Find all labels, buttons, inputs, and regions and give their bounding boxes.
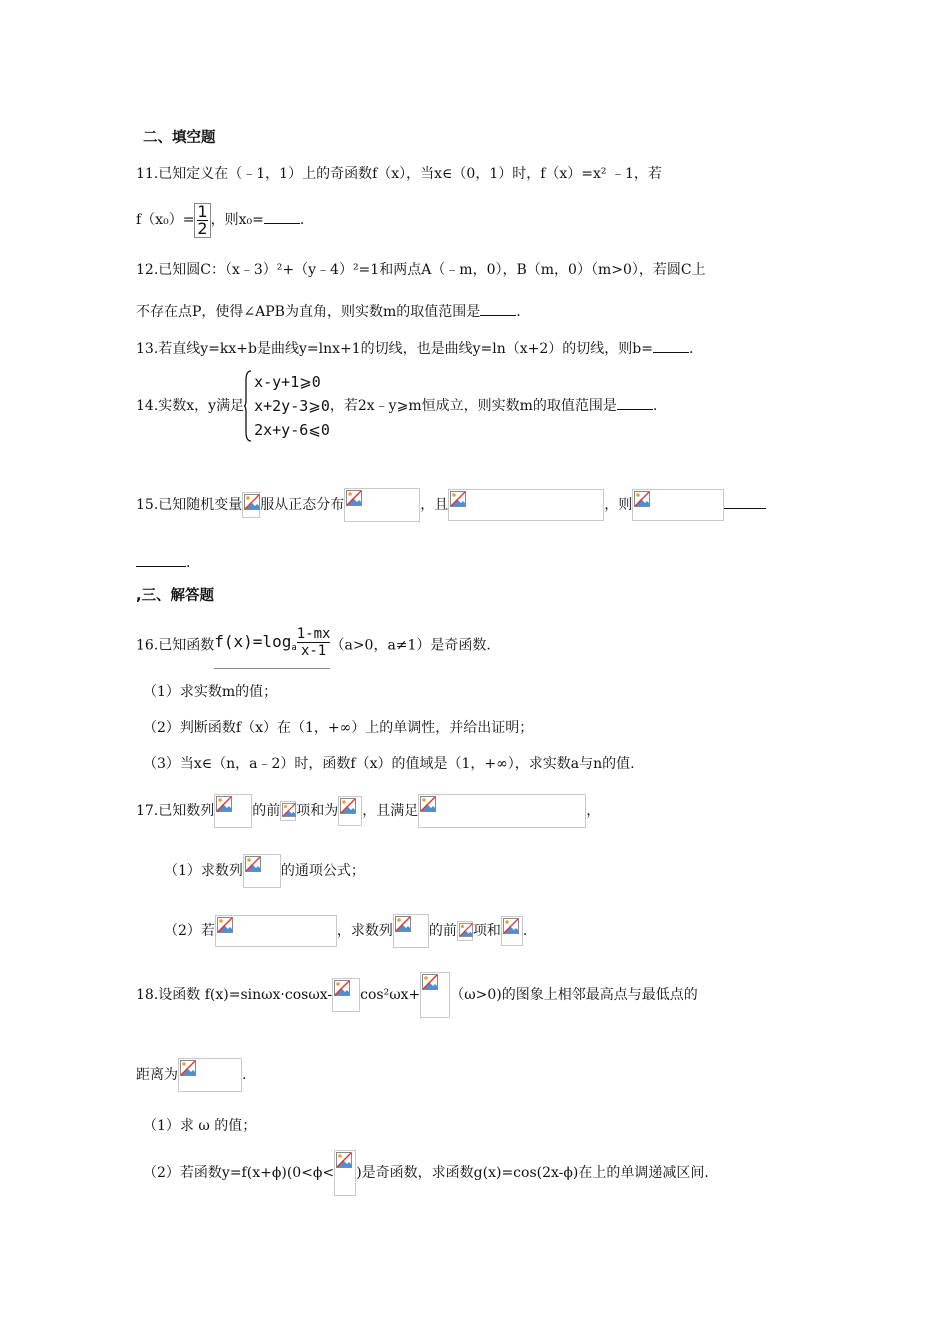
q17-p2-mid3: 项和 <box>472 923 501 939</box>
q17-p2-end: . <box>522 923 528 939</box>
q16-part2: （2）判断函数f（x）在（1，+∞）上的单调性，并给出证明； <box>143 720 534 736</box>
q17-mid1: 的前 <box>252 803 281 819</box>
q12-end: . <box>516 304 521 320</box>
q16-post: （a>0，a≠1）是奇函数. <box>330 637 491 654</box>
q11-line2-pre: f（x₀）= <box>136 212 195 228</box>
q16-func-fraction <box>297 626 331 659</box>
q16-part1: （1）求实数m的值； <box>143 684 278 700</box>
q14-inequality-system <box>244 370 330 442</box>
q14-ineq-3: 2x+y-6⩽0 <box>254 421 330 439</box>
q17-pre: 17.已知数列 <box>136 803 215 819</box>
q15-pre: 15.已知随机变量 <box>136 497 243 513</box>
q11-line2 <box>136 200 304 240</box>
q15-answer-blank[interactable] <box>724 494 766 509</box>
q18-p2-pre: （2）若函数y=f(x+ϕ)(0<ϕ< <box>143 1165 335 1181</box>
q17-part1 <box>164 854 365 890</box>
broken-image-icon <box>242 492 260 518</box>
q14-ineq-1: x-y+1⩾0 <box>254 373 321 391</box>
q14-answer-blank[interactable] <box>617 395 653 410</box>
q13-end: . <box>689 341 694 357</box>
q12-line2-text: 不存在点P，使得∠APB为直角，则实数m的取值范围是 <box>136 304 481 320</box>
q18-part1: （1）求 ω 的值； <box>143 1118 257 1134</box>
broken-image-icon <box>344 488 420 522</box>
q18-line2 <box>136 1058 246 1094</box>
q11-frac-den: 2 <box>197 218 208 238</box>
q15-mid2: ，且 <box>420 497 449 513</box>
q16-pre: 16.已知函数 <box>136 637 215 654</box>
q13-answer-blank[interactable] <box>653 338 689 353</box>
q17-p2-mid2: 的前 <box>428 923 457 939</box>
q11-line1: 11.已知定义在（﹣1，1）上的奇函数f（x），当x∈（0，1）时，f（x）=x² ﹣1，若 <box>136 166 662 182</box>
broken-image-icon <box>448 489 604 521</box>
q16-func-lhs: f(x)=log <box>214 632 292 651</box>
q18-post: （ω>0)的图象上相邻最高点与最低点的 <box>450 987 698 1003</box>
broken-image-icon <box>501 916 523 946</box>
q13-line <box>136 338 693 359</box>
broken-image-icon <box>457 921 473 941</box>
q15-end: . <box>186 555 191 571</box>
broken-image-icon <box>393 914 429 948</box>
q17-p2-mid1: ，求数列 <box>336 923 393 939</box>
q14-post: ，若2x﹣y⩾m恒成立，则实数m的取值范围是 <box>329 398 617 414</box>
q17-end: ， <box>586 803 601 819</box>
q17-part2 <box>164 914 527 950</box>
q11-fraction <box>194 203 210 238</box>
q17-line1 <box>136 794 600 830</box>
broken-image-icon <box>338 796 362 826</box>
q16-func-base: a <box>291 643 297 653</box>
q12-line1: 12.已知圆C：（x﹣3）²+（y﹣4）²=1和两点A（﹣m，0），B（m，0）（m>0），若圆C上 <box>136 262 706 278</box>
q17-mid3: ，且满足 <box>362 803 419 819</box>
q18-line1 <box>136 972 698 1020</box>
q17-p2-pre: （2）若 <box>164 923 215 939</box>
q16-part3: （3）当x∈（n，a﹣2）时，函数f（x）的值域是（1，+∞），求实数a与n的值. <box>143 756 635 772</box>
section-title-fill-blank: 二、填空题 <box>143 130 216 146</box>
q17-p1-post: 的通项公式； <box>280 863 365 879</box>
q15-line1 <box>136 488 766 522</box>
broken-image-icon <box>243 854 281 888</box>
q11-end: . <box>299 212 305 228</box>
broken-image-icon <box>214 794 252 828</box>
q17-p1-pre: （1）求数列 <box>164 863 243 879</box>
q16-line <box>136 622 491 664</box>
broken-image-icon <box>178 1058 242 1092</box>
q17-mid2: 项和为 <box>296 803 339 819</box>
brace-icon <box>244 370 252 442</box>
q18-line2-end: . <box>242 1067 247 1083</box>
q14-ineq-2: x+2y-3⩾0 <box>254 397 330 415</box>
broken-image-icon <box>418 794 586 828</box>
broken-image-icon <box>334 1150 356 1196</box>
q15-mid1: 服从正态分布 <box>260 497 345 513</box>
q15-line2 <box>136 552 190 573</box>
q14-end: . <box>652 398 658 414</box>
q18-part2 <box>143 1150 709 1198</box>
q18-pre: 18.设函数 f(x)=sinωx·cosωx- <box>136 987 333 1003</box>
q18-line2-pre: 距离为 <box>136 1067 178 1083</box>
broken-image-icon <box>420 972 450 1018</box>
section-title-answer: ,三、解答题 <box>136 588 215 604</box>
broken-image-icon <box>332 978 360 1012</box>
q13-text: 13.若直线y=kx+b是曲线y=lnx+1的切线，也是曲线y=ln（x+2）的切线，则b= <box>136 341 654 357</box>
q11-answer-blank[interactable] <box>264 209 300 224</box>
q14-pre: 14.实数x，y满足 <box>136 398 245 414</box>
q11-line2-post: ，则x₀= <box>210 212 264 228</box>
q12-answer-blank[interactable] <box>480 301 516 316</box>
q18-mid1: cos²ωx+ <box>360 987 421 1003</box>
q15-answer-blank-cont[interactable] <box>136 552 186 567</box>
q14-line <box>136 370 657 444</box>
broken-image-icon <box>632 489 724 521</box>
broken-image-icon <box>215 915 337 947</box>
q16-func-den: x-1 <box>300 643 327 659</box>
q15-mid3: ，则 <box>604 497 633 513</box>
q12-line2 <box>136 301 521 322</box>
q11-frac-num: 1 <box>197 201 208 221</box>
q16-func-num: 1-mx <box>296 626 331 642</box>
q16-function-formula <box>214 622 330 669</box>
broken-image-icon <box>280 801 296 821</box>
q18-p2-post: )是奇函数，求函数g(x)=cos(2x-ϕ)在上的单调递减区间. <box>356 1165 709 1181</box>
